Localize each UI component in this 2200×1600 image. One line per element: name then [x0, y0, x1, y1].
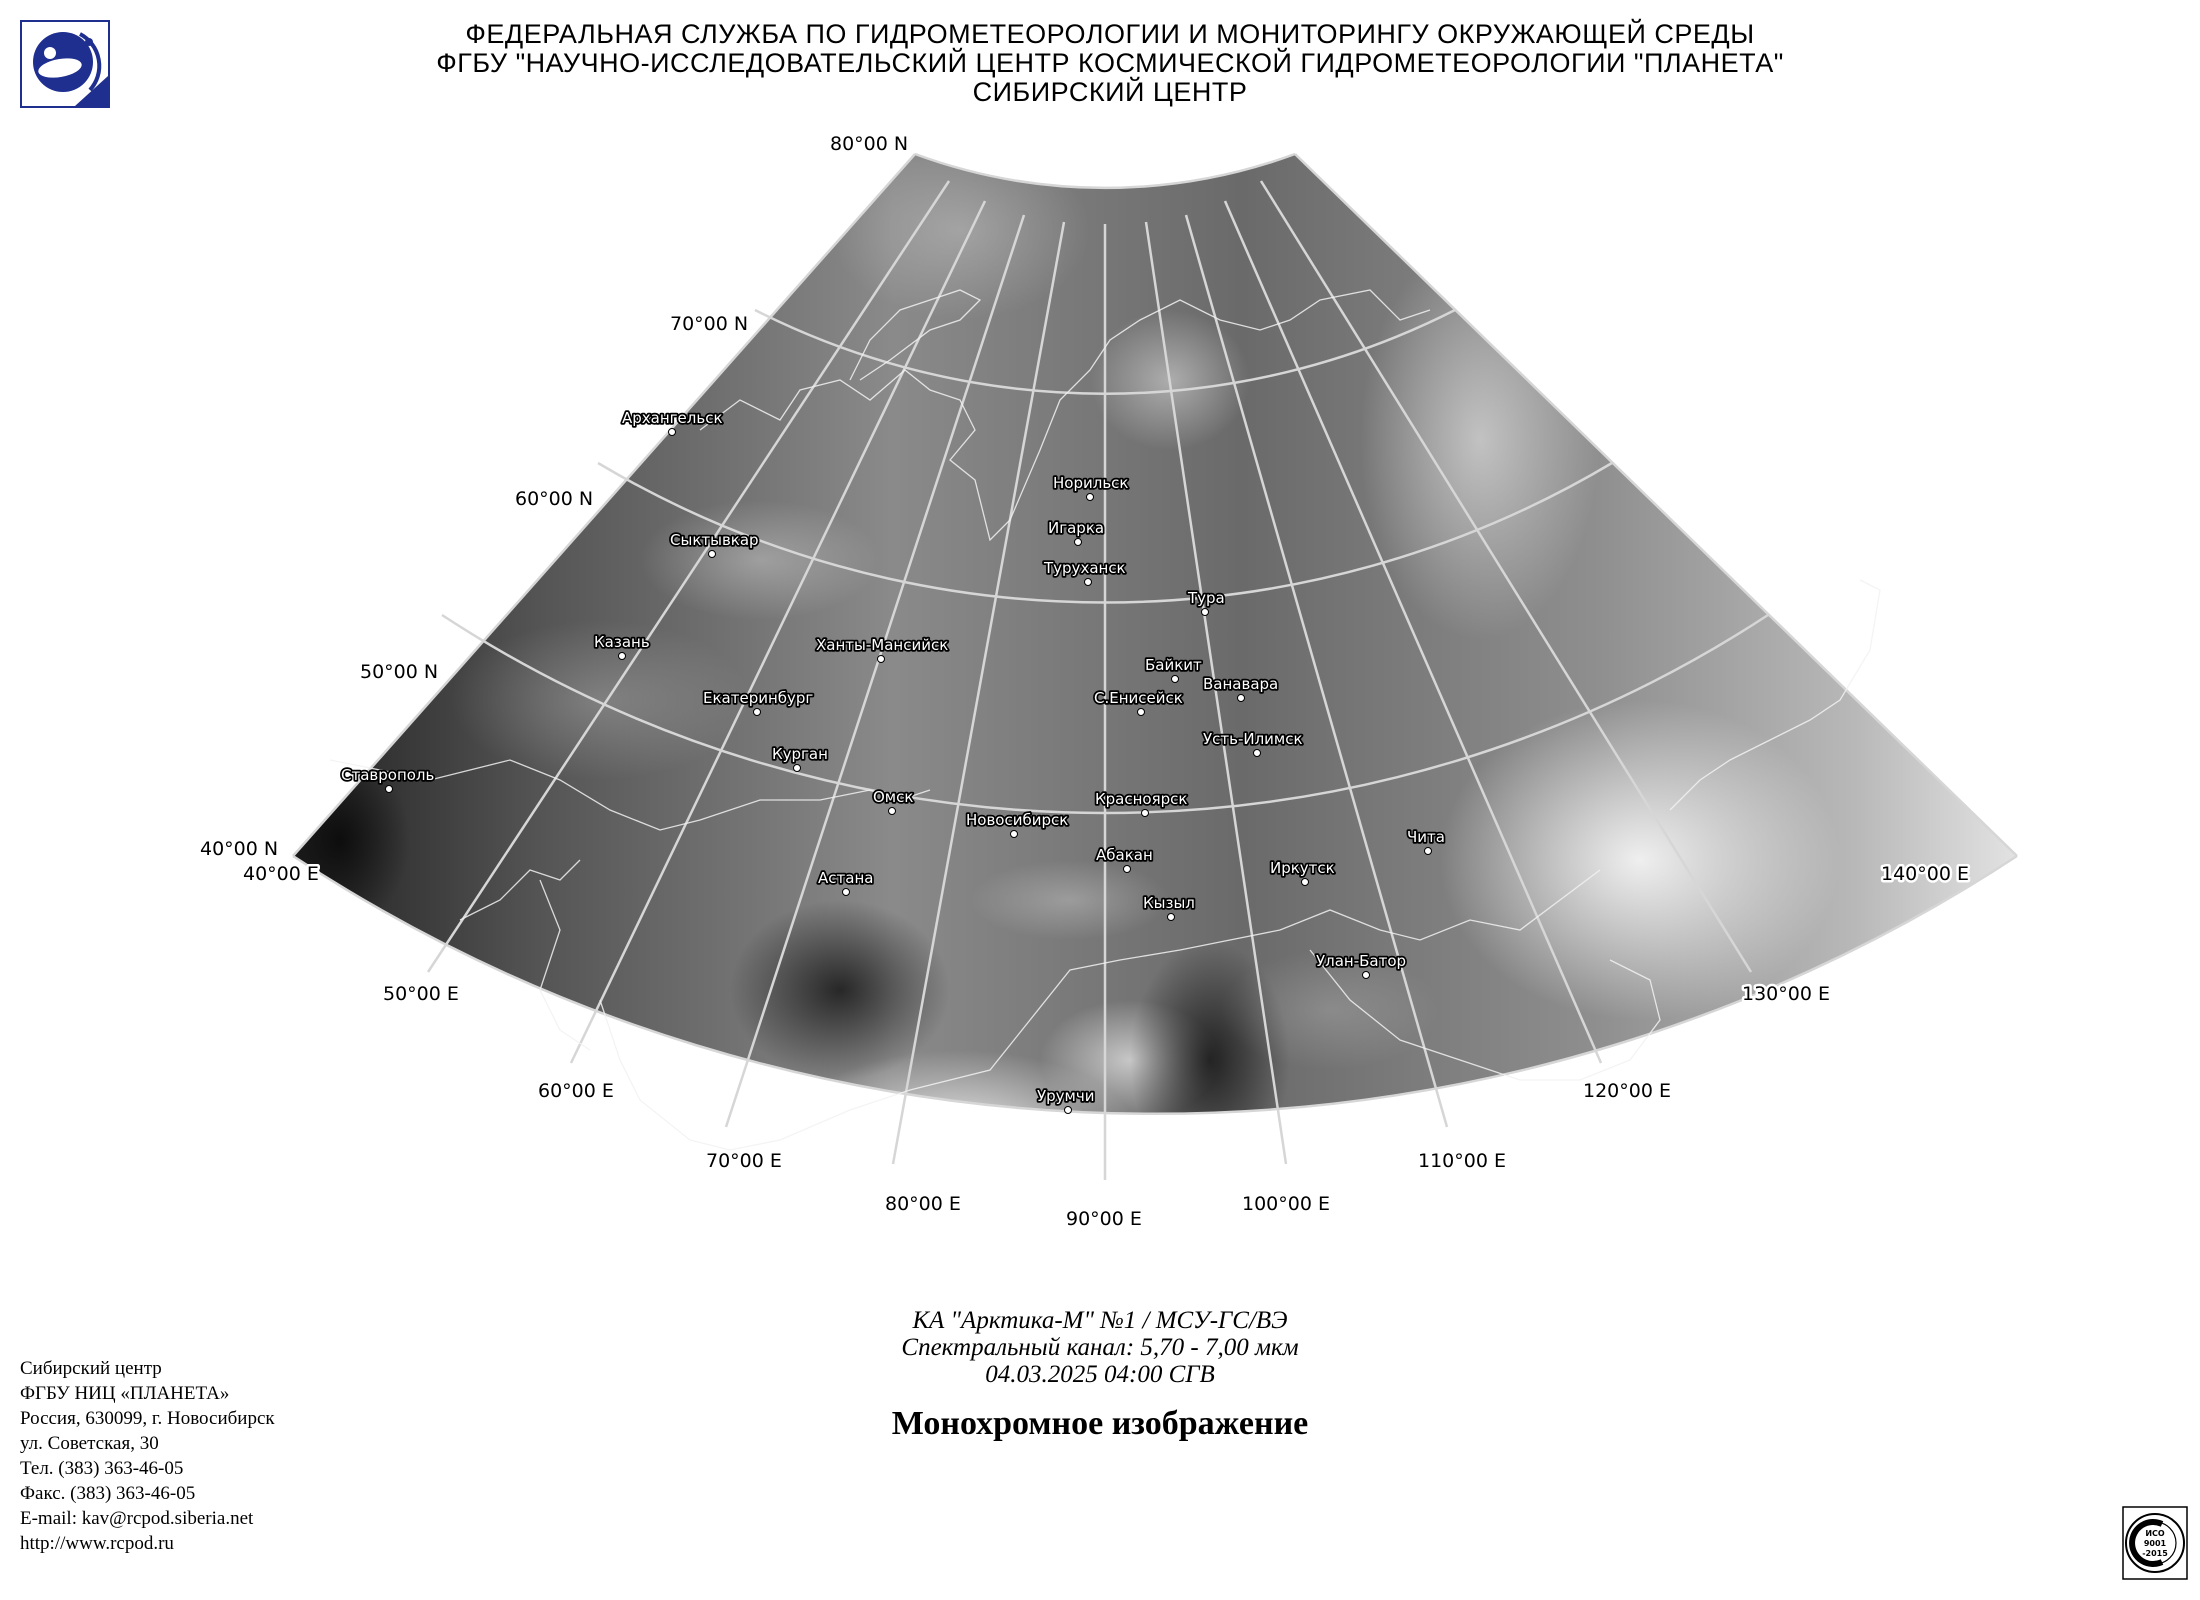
header-line-3: СИБИРСКИЙ ЦЕНТР: [972, 77, 1248, 107]
city-label-seniseysk: С.Енисейск: [1094, 689, 1183, 707]
city-label-ekaterinburg: Екатеринбург: [703, 689, 814, 707]
caption-satellite: КА "Арктика-М" №1 / МСУ-ГС/ВЭ: [912, 1307, 1288, 1334]
city-marker-astana: [843, 889, 850, 896]
city-marker-baikit: [1172, 676, 1179, 683]
lon50-label: 50°00 E: [383, 983, 459, 1005]
city-label-irkutsk: Иркутск: [1270, 859, 1335, 877]
city-marker-ekaterinburg: [754, 709, 761, 716]
lon140-label: 140°00 E: [1881, 863, 1969, 885]
city-marker-tura: [1202, 609, 1209, 616]
lon80-label: 80°00 E: [885, 1193, 961, 1215]
city-marker-irkutsk: [1302, 879, 1309, 886]
header-line-2: ФГБУ "НАУЧНО-ИССЛЕДОВАТЕЛЬСКИЙ ЦЕНТР КОСМИЧЕСКОЙ ГИДРОМЕТЕОРОЛОГИИ "ПЛАНЕТА": [436, 48, 1784, 78]
product-title: Монохромное изображение: [891, 1405, 1309, 1442]
city-label-kurgan: Курган: [772, 745, 828, 763]
city-marker-kazan: [619, 653, 626, 660]
city-label-baikit: Байкит: [1145, 656, 1202, 674]
lon130-label: 130°00 E: [1742, 983, 1830, 1005]
lat40-label: 40°00 N: [200, 838, 279, 860]
lat80-label: 80°00 N: [830, 133, 909, 155]
iso-text-1: ИСО: [2145, 1529, 2165, 1538]
lon120-label: 120°00 E: [1583, 1080, 1671, 1102]
city-marker-abakan: [1124, 866, 1131, 873]
address-org1: Сибирский центр: [20, 1358, 162, 1379]
city-label-stavropol: Ставрополь: [341, 766, 435, 784]
city-label-arkhangelsk: Архангельск: [622, 409, 723, 427]
imagery: [270, 140, 2030, 1230]
city-marker-urumqi: [1065, 1107, 1072, 1114]
address-line2: ул. Советская, 30: [20, 1433, 159, 1454]
city-marker-norilsk: [1087, 494, 1094, 501]
city-marker-turukhansk: [1085, 579, 1092, 586]
city-marker-igarka: [1075, 539, 1082, 546]
city-marker-seniseysk: [1138, 709, 1145, 716]
city-label-omsk: Омск: [873, 788, 914, 806]
lon70-label: 70°00 E: [706, 1150, 782, 1172]
lon100-label: 100°00 E: [1242, 1193, 1330, 1215]
city-marker-chita: [1425, 848, 1432, 855]
city-label-igarka: Игарка: [1048, 519, 1105, 537]
lat60-label: 60°00 N: [515, 488, 594, 510]
city-marker-kyzyl: [1168, 914, 1175, 921]
city-label-chita: Чита: [1407, 828, 1445, 846]
city-label-norilsk: Норильск: [1053, 474, 1129, 492]
iso-certification-badge: [2122, 1506, 2188, 1580]
lat50-label: 50°00 N: [360, 661, 439, 683]
header-line-1: ФЕДЕРАЛЬНАЯ СЛУЖБА ПО ГИДРОМЕТЕОРОЛОГИИ И МОНИТОРИНГУ ОКРУЖАЮЩЕЙ СРЕДЫ: [465, 19, 1755, 49]
city-label-novosibirsk: Новосибирск: [966, 811, 1069, 829]
iso-text-2: 9001: [2143, 1539, 2167, 1548]
city-marker-novosibirsk: [1011, 831, 1018, 838]
city-label-vanavara: Ванавара: [1203, 675, 1279, 693]
city-label-astana: Астана: [818, 869, 874, 887]
address-org2: ФГБУ НИЦ «ПЛАНЕТА»: [20, 1383, 230, 1404]
address-web: http://www.rcpod.ru: [20, 1533, 174, 1554]
city-label-abakan: Абакан: [1096, 846, 1153, 864]
lon40-label: 40°00 E: [243, 863, 319, 885]
address-phone: Тел. (383) 363-46-05: [20, 1458, 184, 1479]
address-email: E-mail: kav@rcpod.siberia.net: [20, 1508, 254, 1529]
city-label-khanty: Ханты-Мансийск: [816, 636, 949, 654]
city-marker-kurgan: [794, 765, 801, 772]
city-label-urumqi: Урумчи: [1037, 1087, 1095, 1105]
city-marker-stavropol: [386, 786, 393, 793]
lat70-label: 70°00 N: [670, 313, 749, 335]
city-marker-vanavara: [1238, 695, 1245, 702]
city-marker-ulanbator: [1363, 972, 1370, 979]
address-fax: Факс. (383) 363-46-05: [20, 1483, 196, 1504]
city-marker-syktyvkar: [709, 551, 716, 558]
city-marker-khanty: [878, 656, 885, 663]
city-marker-ustilimsk: [1254, 750, 1261, 757]
city-label-ustilimsk: Усть-Илимск: [1203, 730, 1303, 748]
city-label-krasnoyarsk: Красноярск: [1095, 790, 1188, 808]
city-marker-omsk: [889, 808, 896, 815]
city-label-tura: Тура: [1188, 589, 1225, 607]
city-marker-arkhangelsk: [669, 429, 676, 436]
contact-address: [20, 1356, 275, 1556]
iso-text-3: -2015: [2142, 1549, 2168, 1558]
caption-channel: Спектральный канал: 5,70 - 7,00 мкм: [901, 1334, 1299, 1361]
lon60-label: 60°00 E: [538, 1080, 614, 1102]
city-label-syktyvkar: Сыктывкар: [670, 531, 759, 549]
city-marker-krasnoyarsk: [1142, 810, 1149, 817]
lon110-label: 110°00 E: [1418, 1150, 1506, 1172]
caption-datetime: 04.03.2025 04:00 СГВ: [985, 1361, 1215, 1388]
city-label-turukhansk: Туруханск: [1044, 559, 1126, 577]
city-label-kyzyl: Кызыл: [1143, 894, 1195, 912]
image-caption: [700, 1307, 1500, 1388]
address-line1: Россия, 630099, г. Новосибирск: [20, 1408, 275, 1429]
city-label-ulanbator: Улан-Батор: [1316, 952, 1407, 970]
city-label-kazan: Казань: [594, 633, 650, 651]
lon90-label: 90°00 E: [1066, 1208, 1142, 1230]
